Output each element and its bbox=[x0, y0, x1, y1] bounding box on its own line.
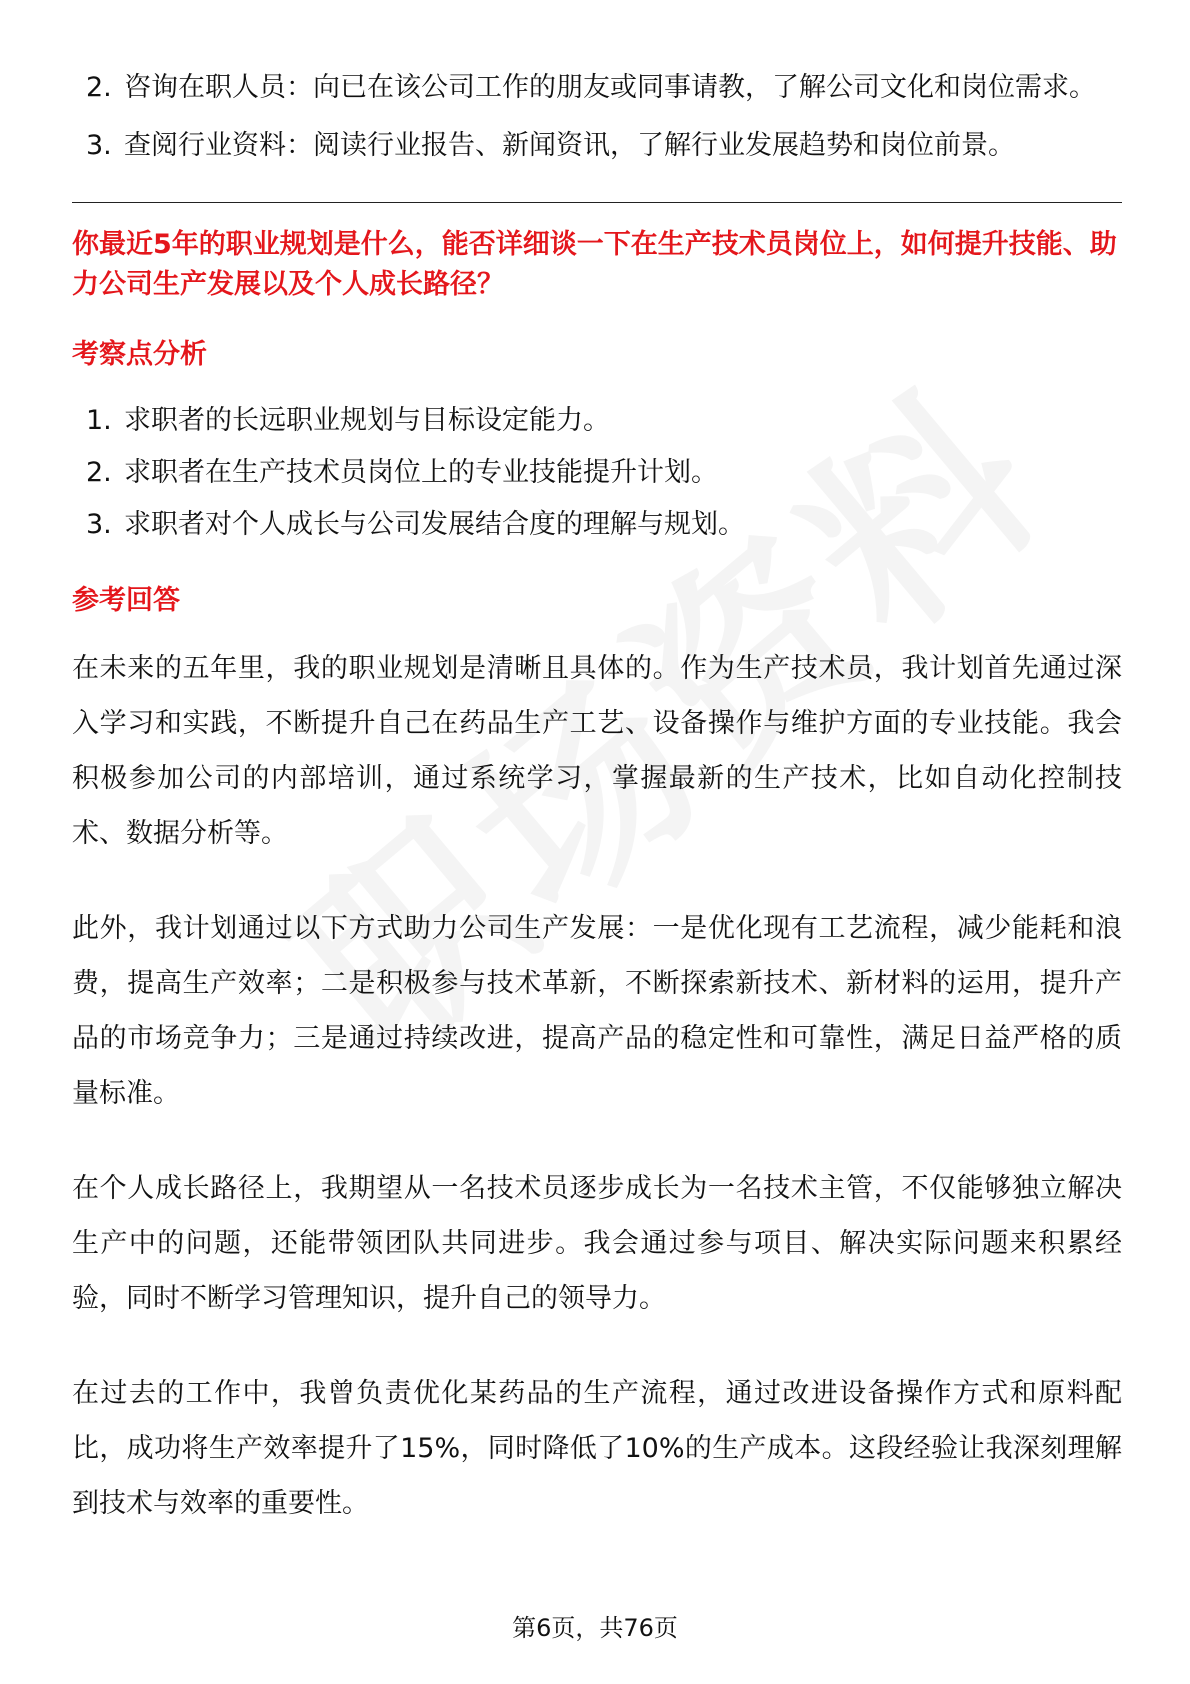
list-item-text: 求职者在生产技术员岗位上的专业技能提升计划。 bbox=[124, 457, 718, 488]
analysis-list bbox=[72, 395, 1122, 551]
answer-heading: 参考回答 bbox=[72, 585, 180, 616]
section-divider bbox=[72, 202, 1122, 203]
list-item-text: 求职者的长远职业规划与目标设定能力。 bbox=[124, 405, 610, 436]
list-item bbox=[72, 499, 1122, 551]
list-item-text: 咨询在职人员：向已在该公司工作的朋友或同事请教，了解公司文化和岗位需求。 bbox=[124, 72, 1096, 103]
list-item-text: 查阅行业资料：阅读行业报告、新闻资讯，了解行业发展趋势和岗位前景。 bbox=[124, 130, 1015, 161]
list-item-number: 2. bbox=[86, 457, 112, 488]
list-item bbox=[72, 120, 1122, 172]
list-item bbox=[72, 395, 1122, 447]
list-item-text: 求职者对个人成长与公司发展结合度的理解与规划。 bbox=[124, 509, 745, 540]
answer-paragraph: 在未来的五年里，我的职业规划是清晰且具体的。作为生产技术员，我计划首先通过深入学习和实践，不断提升自己在药品生产工艺、设备操作与维护方面的专业技能。我会积极参加公司的内部培训，通过系统学习，掌握最新的生产技术，比如自动化控制技术、数据分析等。 bbox=[72, 653, 1122, 849]
interview-question: 你最近5年的职业规划是什么，能否详细谈一下在生产技术员岗位上，如何提升技能、助力公司生产发展以及个人成长路径？ bbox=[72, 229, 1117, 300]
list-item bbox=[72, 62, 1122, 114]
answer-paragraph: 此外，我计划通过以下方式助力公司生产发展：一是优化现有工艺流程，减少能耗和浪费，提高生产效率；二是积极参与技术革新，不断探索新技术、新材料的运用，提升产品的市场竞争力；三是通过持续改进，提高产品的稳定性和可靠性，满足日益严格的质量标准。 bbox=[72, 913, 1122, 1109]
list-item bbox=[72, 447, 1122, 499]
list-item-number: 2. bbox=[86, 72, 112, 103]
answer-paragraph: 在过去的工作中，我曾负责优化某药品的生产流程，通过改进设备操作方式和原料配比，成功将生产效率提升了15%，同时降低了10%的生产成本。这段经验让我深刻理解到技术与效率的重要性。 bbox=[72, 1378, 1122, 1519]
list-item-number: 1. bbox=[86, 405, 112, 436]
page-number: 第6页，共76页 bbox=[512, 1614, 678, 1642]
page-content bbox=[72, 62, 1122, 1531]
list-item-number: 3. bbox=[86, 509, 112, 540]
preparation-list bbox=[72, 62, 1122, 172]
answer-paragraph: 在个人成长路径上，我期望从一名技术员逐步成长为一名技术主管，不仅能够独立解决生产中的问题，还能带领团队共同进步。我会通过参与项目、解决实际问题来积累经验，同时不断学习管理知识，提升自己的领导力。 bbox=[72, 1173, 1122, 1314]
list-item-number: 3. bbox=[86, 130, 112, 161]
analysis-heading: 考察点分析 bbox=[72, 339, 207, 370]
